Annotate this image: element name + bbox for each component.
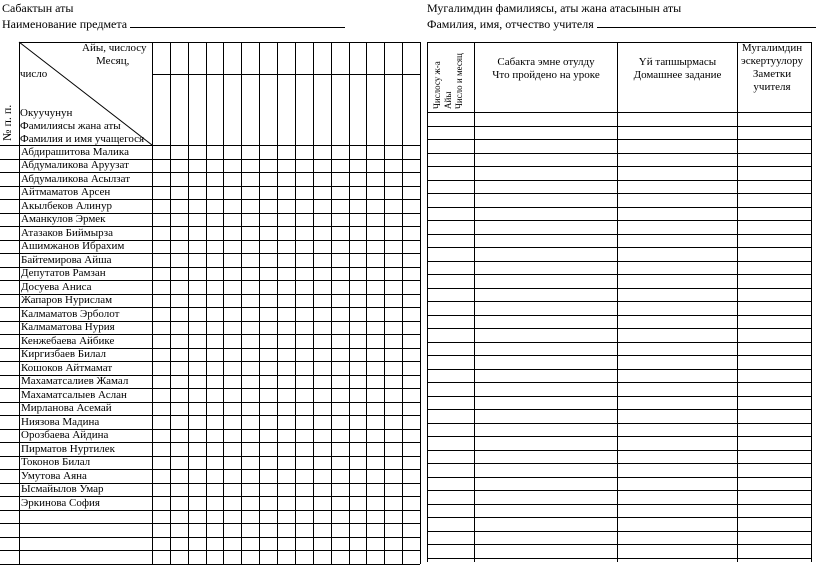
student-name: Атазаков Биймырза: [21, 226, 113, 239]
student-name: Киргизбаев Билал: [21, 348, 106, 360]
covered-header-line2: Что пройдено на уроке: [492, 69, 600, 81]
notes-header-line3: Заметки: [752, 68, 792, 80]
lesson-date-header-line1: Числосу ж-а: [432, 61, 442, 109]
student-name: Махаматсалиев Жамал: [21, 375, 129, 387]
lesson-row-border: [427, 274, 811, 275]
student-name: Эркинова София: [21, 496, 100, 509]
lesson-row-border: [427, 139, 811, 140]
lesson-row-border: [427, 166, 811, 167]
homework-header-line1: Үй тапшырмасы: [638, 56, 717, 68]
lesson-row-border: [427, 423, 811, 424]
student-name: Калмаматов Эрболот: [21, 307, 120, 320]
lesson-column-border: [737, 42, 738, 562]
lesson-row-border: [427, 234, 811, 235]
homework-header-line2: Домашнее задание: [633, 69, 722, 81]
lesson-row-border: [427, 396, 811, 397]
lesson-row-border: [427, 382, 811, 383]
student-name: Махаматсалыев Аслан: [21, 388, 127, 401]
lesson-row-border: [427, 180, 811, 181]
lesson-row-border: [427, 153, 811, 154]
lesson-row-border: [427, 436, 811, 437]
lesson-row-border: [427, 490, 811, 491]
student-name: Пирматов Нуртилек: [21, 442, 115, 455]
lesson-column-border: [474, 42, 475, 562]
name-header-line2: Фамилиясы жана аты: [20, 120, 121, 132]
student-name: Ниязова Мадина: [21, 415, 100, 428]
subject-label-kg: Сабактын аты: [2, 1, 74, 15]
lesson-row-border: [427, 342, 811, 343]
student-name: Жапаров Нурислам: [21, 294, 113, 306]
name-header-line1: Окуучунун: [20, 107, 73, 119]
lesson-column-border: [427, 42, 428, 562]
date-header-line2: Месяц,: [96, 55, 130, 67]
student-name: Ысмайылов Умар: [21, 483, 104, 495]
lesson-row-border: [427, 220, 811, 221]
student-name: Ашимжанов Ибрахим: [21, 240, 125, 252]
lesson-date-header-line3: Число и месяц: [454, 53, 464, 109]
subject-label-ru: Наименование предмета: [2, 17, 128, 31]
lesson-row-border: [427, 517, 811, 518]
student-name: Кошоков Айтмамат: [21, 361, 113, 374]
lesson-row-border: [427, 504, 811, 505]
lesson-row-border: [427, 301, 811, 302]
notes-header-line2: эскертуулору: [741, 55, 803, 67]
lesson-row-border: [427, 477, 811, 478]
date-header-line3: число: [20, 68, 48, 80]
lesson-column-border: [617, 42, 618, 562]
student-name: Абдумаликова Аруузат: [21, 159, 129, 171]
lesson-row-border: [427, 409, 811, 410]
row-number-header: № п. п.: [0, 104, 14, 141]
lesson-row-border: [427, 126, 811, 127]
lesson-column-border: [811, 42, 812, 562]
lesson-date-header-line2: Айы: [443, 91, 453, 109]
lesson-row-border: [427, 531, 811, 532]
student-name: Калмаматова Нурия: [21, 321, 115, 333]
notes-header-line4: учителя: [753, 81, 791, 93]
student-name: Абдирашитова Малика: [21, 145, 129, 158]
lesson-row-border: [427, 369, 811, 370]
teacher-label-ru: Фамилия, имя, отчество учителя: [427, 17, 594, 31]
student-name: Депутатов Рамзан: [21, 267, 106, 279]
student-name: Аманкулов Эрмек: [21, 213, 106, 225]
student-name: Абдумаликова Асылзат: [21, 172, 131, 185]
lesson-row-border: [427, 544, 811, 545]
lesson-row-border: [427, 288, 811, 289]
student-name: Мирланова Асемай: [21, 402, 112, 414]
lesson-row-border: [427, 328, 811, 329]
notes-header-line1: Мугалимдин: [741, 42, 803, 54]
student-name: Айтмаматов Арсен: [21, 186, 111, 198]
lesson-row-border: [427, 193, 811, 194]
lesson-row-border: [427, 247, 811, 248]
lesson-row-border: [427, 315, 811, 316]
student-name: Акылбеков Алинур: [21, 199, 112, 212]
lesson-row-border: [427, 450, 811, 451]
student-name: Досуева Аниса: [21, 280, 92, 293]
lesson-row-border: [427, 355, 811, 356]
date-header-line1: Айы, числосу: [82, 42, 147, 54]
lesson-row-border: [427, 261, 811, 262]
covered-header-line1: Сабакта эмне отулду: [497, 56, 595, 68]
student-name: Орозбаева Айдина: [21, 429, 109, 441]
student-name: Токонов Билал: [21, 456, 91, 468]
student-name: Байтемирова Айша: [21, 253, 112, 266]
student-name: Умутова Аяна: [21, 469, 87, 482]
name-header-line3: Фамилия и имя учащегося: [20, 133, 145, 145]
lesson-row-border: [427, 463, 811, 464]
teacher-label-kg: Мугалимдин фамилиясы, аты жана атасынын аты: [427, 1, 682, 15]
lesson-row-border: [427, 112, 811, 113]
lesson-table-top-border: [427, 42, 811, 43]
lesson-row-border: [427, 207, 811, 208]
student-name: Кенжебаева Айбике: [21, 334, 115, 347]
lesson-row-border: [427, 558, 811, 559]
